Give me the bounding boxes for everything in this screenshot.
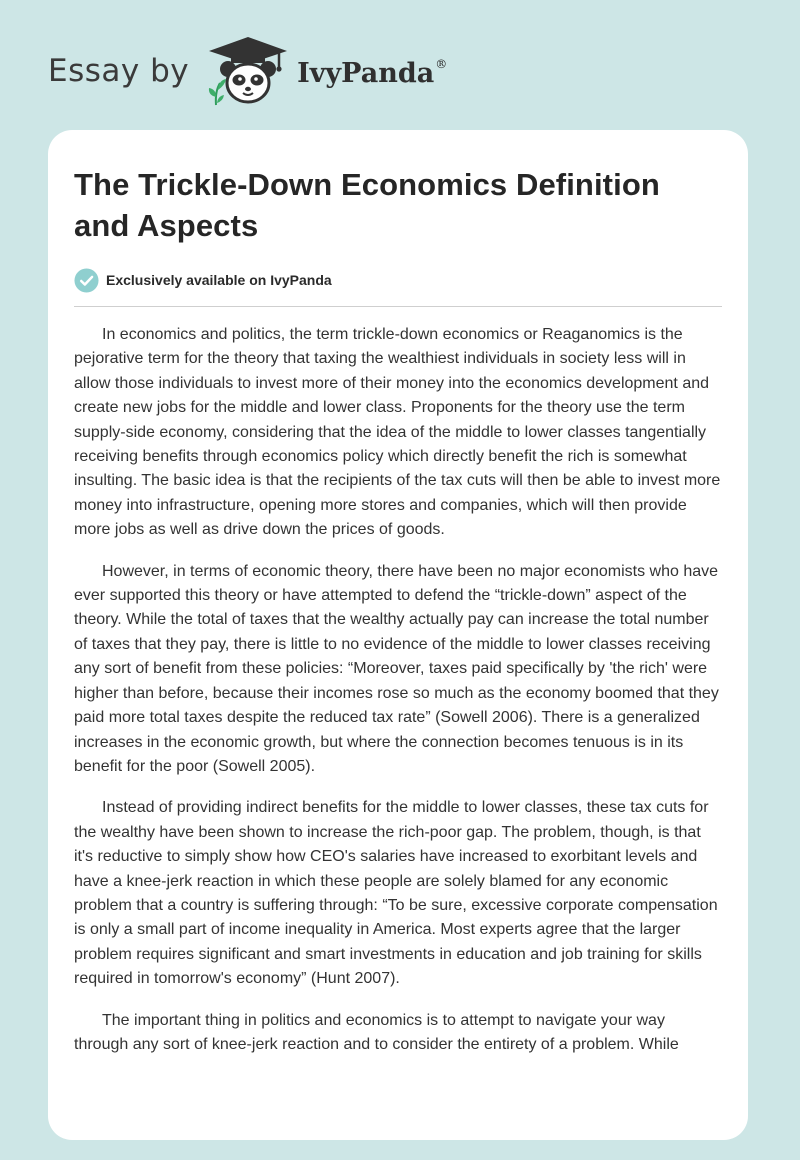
essay-title: The Trickle-Down Economics Definition and Aspects (74, 167, 660, 243)
essay-body (74, 323, 722, 1057)
divider (74, 306, 722, 307)
check-circle-icon (74, 268, 99, 293)
panda-graduate-icon[interactable] (205, 35, 291, 107)
essay-card (48, 130, 748, 1140)
essay-paragraph: Instead of providing indirect benefits for the middle to lower classes, these tax cuts for the wealthy have been shown to increase the rich-poor gap. The problem, though, is that it's reductive to simply show how CEO's salaries have increased to exorbitant levels and have a knee-jerk reaction in which these people are solely blamed for any economic problem that a country is suffering through: “To be sure, excessive corporate compensation is only a small part of income inequality in America. Most experts agree that the larger problem requires significant and smart investments in education and job training for skills required in tomorrow's economy” (Hunt 2007). (74, 799, 718, 988)
exclusive-badge-text: Exclusively available on IvyPanda (106, 272, 332, 288)
site-header (48, 36, 447, 106)
essay-paragraph: However, in terms of economic theory, there have been no major economists who have ever supported this theory or have attempted to defend the “trickle-down” aspect of the theory. While the total of taxes that the wealthy actually pay can increase the total number of taxes that they pay, there is little to no evidence of the middle to lower classes receiving any sort of benefit from these policies: “Moreover, taxes paid specifically by 'the rich' were higher than before, because their incomes rose so much as the economy boomed that they paid more total taxes despite the reduced tax rate” (Sowell 2006). There is a generalized increases in the economic growth, but where the connection becomes tenuous is in its benefit for the poor (Sowell 2005). (74, 562, 719, 775)
brand-name[interactable]: IvyPanda® (297, 56, 448, 89)
essay-paragraph: The important thing in politics and economics is to attempt to navigate your way through any sort of knee-jerk reaction and to consider the entirety of a problem. While (74, 1011, 679, 1053)
exclusive-badge (74, 266, 722, 294)
trademark-symbol: ® (435, 56, 448, 71)
essay-by-label: Essay by (48, 53, 190, 89)
essay-paragraph: In economics and politics, the term trickle-down economics or Reaganomics is the pejorative term for the theory that taxing the wealthiest individuals in society less will in allow those individuals to invest more of their money into the economics development and create new jobs for the middle and lower class. Proponents for the theory use the term supply-side economy, considering that the idea of the middle to lower classes tangentially receiving benefits through economics policy which directly benefit the rich is somewhat insulting. The basic idea is that the recipients of the tax cuts will then be able to invest more money into infrastructure, opening more stores and companies, which will then provide more jobs as well as drive down the prices of goods. (74, 326, 721, 539)
